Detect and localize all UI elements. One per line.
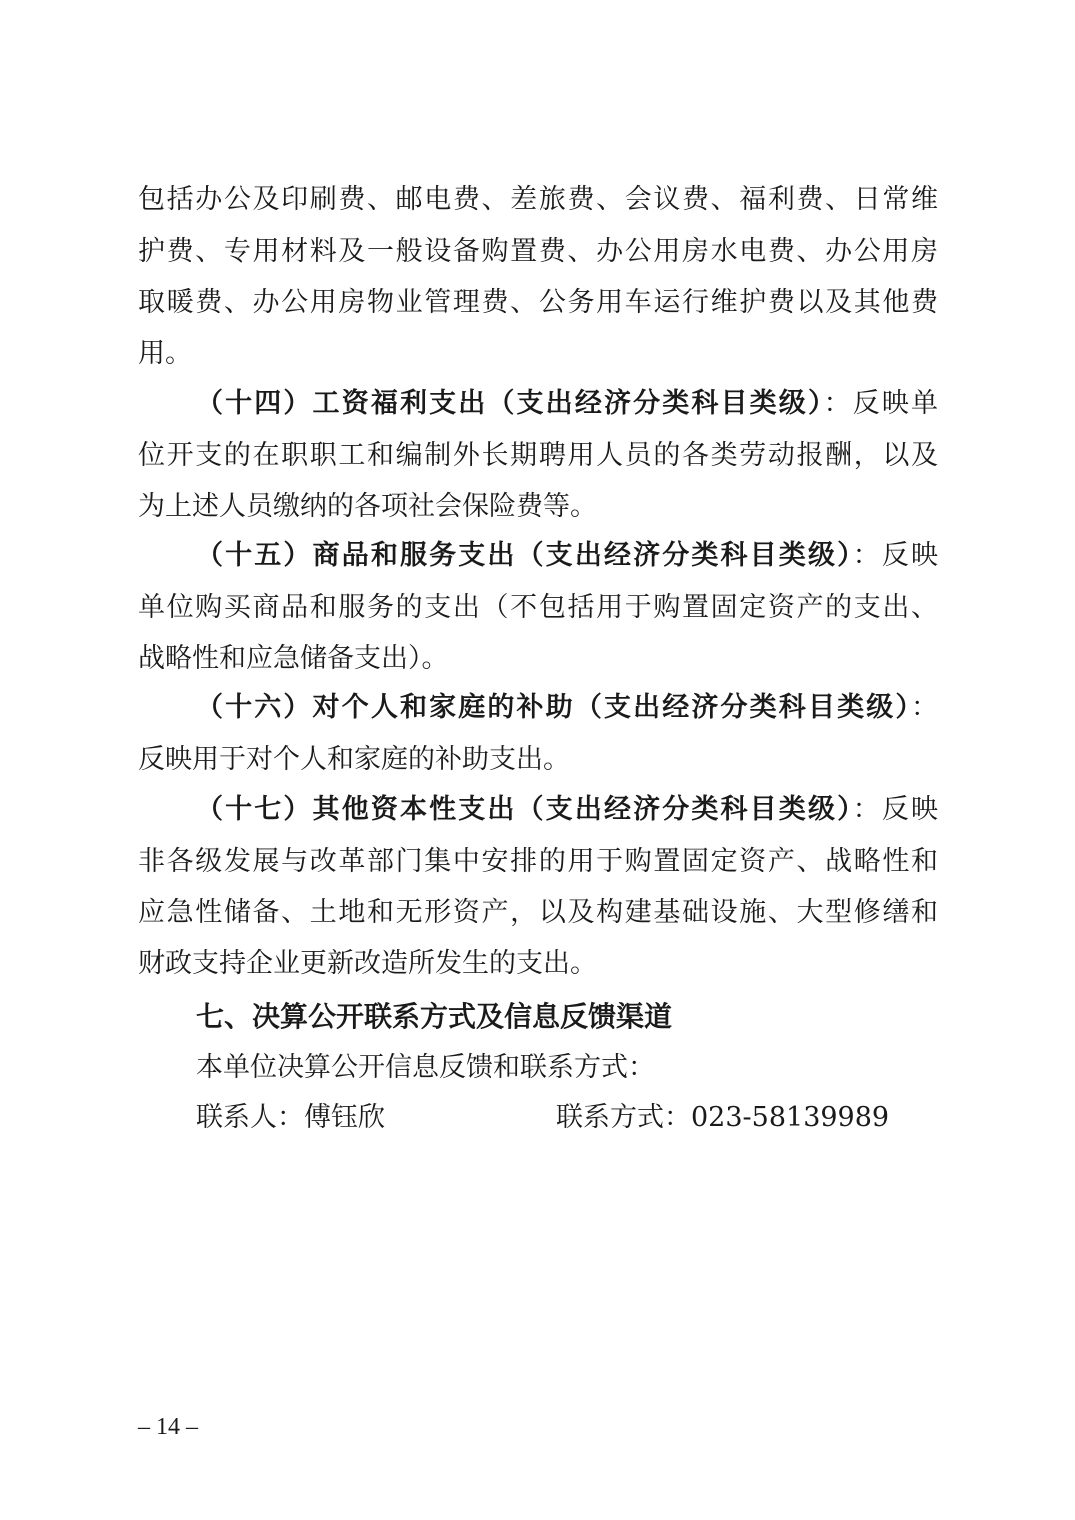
item-16-title: （十六）对个人和家庭的补助（支出经济分类科目类级）	[196, 692, 911, 723]
paragraph-line: 用。	[138, 338, 192, 369]
paragraph-line: 反映用于对个人和家庭的补助支出。	[138, 744, 570, 775]
item-14-title: （十四）工资福利支出（支出经济分类科目类级）	[196, 388, 824, 419]
item-17-title: （十七）其他资本性支出（支出经济分类科目类级）	[196, 794, 853, 825]
paragraph-line: 取暖费、办公用房物业管理费、公务用车运行维护费以及其他费	[138, 287, 938, 318]
paragraph-line: 位开支的在职职工和编制外长期聘用人员的各类劳动报酬，以及	[138, 440, 938, 471]
paragraph-line: 财政支持企业更新改造所发生的支出。	[138, 948, 597, 979]
paragraph-line: 包括办公及印刷费、邮电费、差旅费、会议费、福利费、日常维	[138, 184, 938, 215]
item-14-first-line	[196, 384, 938, 424]
item-15-title: （十五）商品和服务支出（支出经济分类科目类级）	[196, 540, 853, 571]
contact-person: 联系人：傅钰欣	[196, 1102, 385, 1133]
item-16-text: ：	[911, 692, 938, 723]
paragraph-line: 为上述人员缴纳的各项社会保险费等。	[138, 491, 597, 522]
contact-intro: 本单位决算公开信息反馈和联系方式：	[196, 1052, 655, 1083]
item-16-first-line	[196, 688, 938, 728]
item-15-text: ：反映	[852, 540, 939, 571]
paragraph-line: 非各级发展与改革部门集中安排的用于购置固定资产、战略性和	[138, 846, 938, 877]
paragraph-line: 护费、专用材料及一般设备购置费、办公用房水电费、办公用房	[138, 236, 938, 267]
contact-phone: 联系方式：023-58139989	[556, 1102, 890, 1133]
item-17-text: ：反映	[852, 794, 939, 825]
section-heading: 七、决算公开联系方式及信息反馈渠道	[196, 1000, 673, 1033]
page-number: – 14 –	[138, 1414, 198, 1440]
paragraph-line: 应急性储备、土地和无形资产，以及构建基础设施、大型修缮和	[138, 897, 938, 928]
item-15-first-line	[196, 536, 938, 576]
paragraph-line: 单位购买商品和服务的支出（不包括用于购置固定资产的支出、	[138, 592, 938, 623]
paragraph-line: 战略性和应急储备支出）。	[138, 643, 449, 674]
item-17-first-line	[196, 790, 938, 830]
item-14-text: ：反映单	[823, 388, 939, 419]
